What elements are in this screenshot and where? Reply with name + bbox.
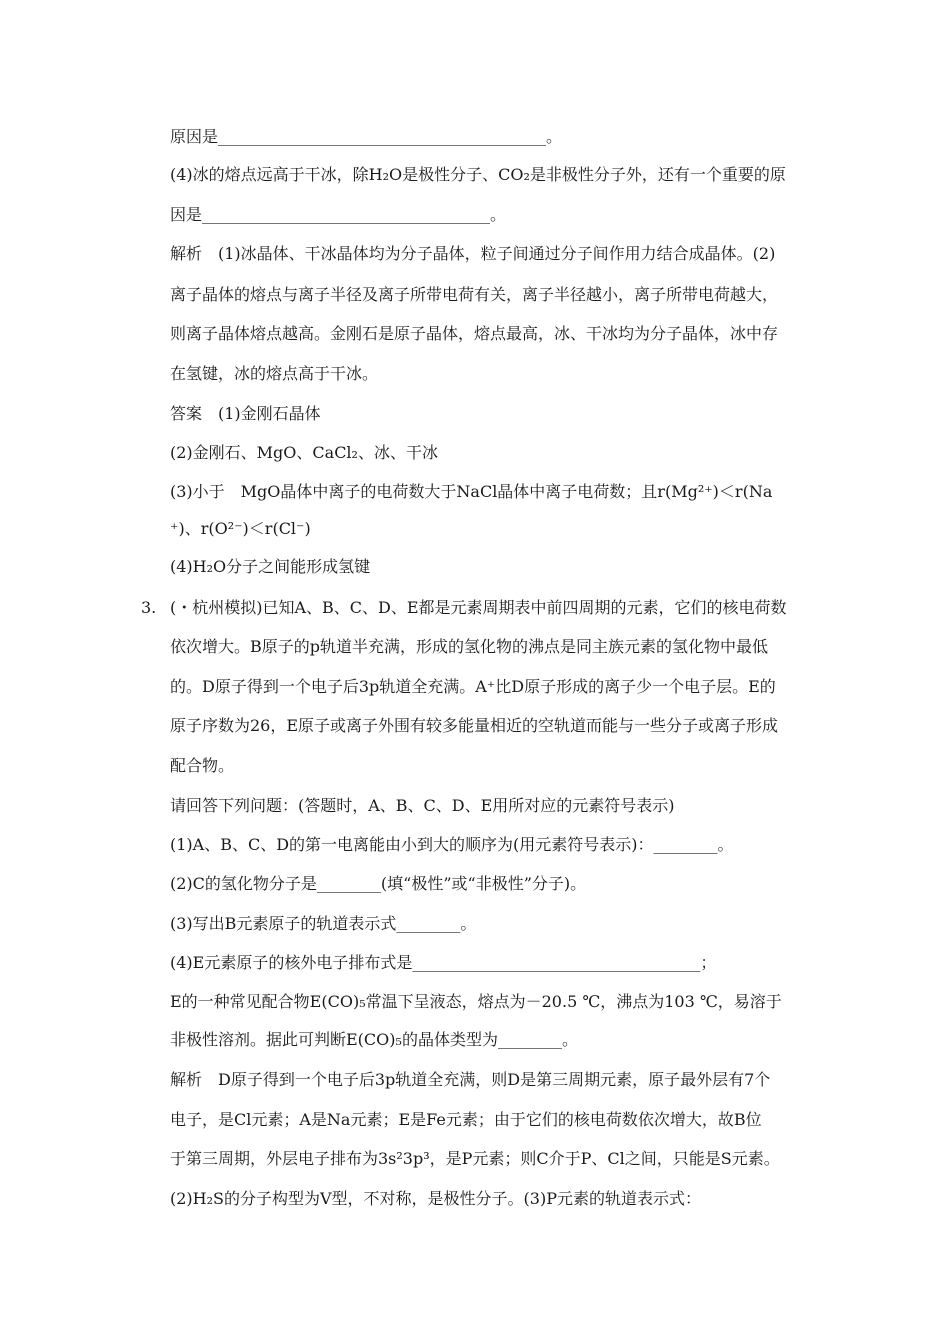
- text-line: 在氢键，冰的熔点高于干冰。: [170, 364, 379, 383]
- text-line: (2)金刚石、MgO、CaCl₂、冰、干冰: [170, 443, 438, 462]
- text-line: (4)H₂O分子之间能形成氢键: [170, 557, 371, 576]
- text-line: 则离子晶体熔点越高。金刚石是原子晶体，熔点最高，冰、干冰均为分子晶体，冰中存: [170, 324, 779, 343]
- text-line: 解析 (1)冰晶体、干冰晶体均为分子晶体，粒子间通过分子间作用力结合成晶体。(2): [170, 244, 776, 263]
- text-line: 答案 (1)金刚石晶体: [170, 404, 321, 423]
- text-line: 于第三周期，外层电子排布为3s²3p³，是P元素；则C介于P、Cl之间，只能是S元素。: [170, 1149, 780, 1168]
- text-line: 的。D原子得到一个电子后3p轨道全充满。A⁺比D原子形成的离子少一个电子层。E的: [170, 677, 776, 696]
- text-line: (・杭州模拟)已知A、B、C、D、E都是元素周期表中前四周期的元素，它们的核电荷数: [170, 598, 787, 617]
- text-line: (3)写出B元素原子的轨道表示式________。: [170, 914, 477, 933]
- text-line: 电子，是Cl元素；A是Na元素；E是Fe元素；由于它们的核电荷数依次增大，故B位: [170, 1110, 762, 1129]
- text-line: (3)小于 MgO晶体中离子的电荷数大于NaCl晶体中离子电荷数；且r(Mg²⁺)＜r(Na: [170, 482, 773, 501]
- text-line: 解析 D原子得到一个电子后3p轨道全充满，则D是第三周期元素，原子最外层有7个: [170, 1070, 771, 1089]
- text-line: 配合物。: [170, 756, 235, 775]
- text-line: E的一种常见配合物E(CO)₅常温下呈液态，熔点为－20.5 ℃，沸点为103 ℃，易溶于: [170, 992, 782, 1011]
- text-line: 原因是_________________________________________。: [170, 127, 563, 146]
- text-line: 原子序数为26，E原子或离子外围有较多能量相近的空轨道而能与一些分子或离子形成: [170, 716, 779, 735]
- text-line: (4)E元素原子的核外电子排布式是____________________________________；: [170, 953, 717, 972]
- text-line: 因是____________________________________。: [170, 205, 507, 224]
- question-number: 3.: [141, 598, 157, 617]
- text-line: (2)H₂S的分子构型为V型，不对称，是极性分子。(3)P元素的轨道表示式：: [170, 1189, 701, 1208]
- text-line: ⁺)、r(O²⁻)＜r(Cl⁻): [170, 519, 311, 538]
- text-line: (1)A、B、C、D的第一电离能由小到大的顺序为(用元素符号表示)：________。: [170, 835, 734, 854]
- text-line: (2)C的氢化物分子是________(填“极性”或“非极性”分子)。: [170, 874, 587, 893]
- text-line: (4)冰的熔点远高于干冰，除H₂O是极性分子、CO₂是非极性分子外，还有一个重要的原: [170, 165, 786, 184]
- text-line: 依次增大。B原子的p轨道半充满，形成的氢化物的沸点是同主族元素的氢化物中最低: [170, 637, 769, 656]
- text-line: 请回答下列问题：(答题时，A、B、C、D、E用所对应的元素符号表示): [170, 796, 675, 815]
- text-line: 非极性溶剂。据此可判断E(CO)₅的晶体类型为________。: [170, 1030, 578, 1049]
- text-line: 离子晶体的熔点与离子半径及离子所带电荷有关，离子半径越小，离子所带电荷越大，: [170, 285, 779, 304]
